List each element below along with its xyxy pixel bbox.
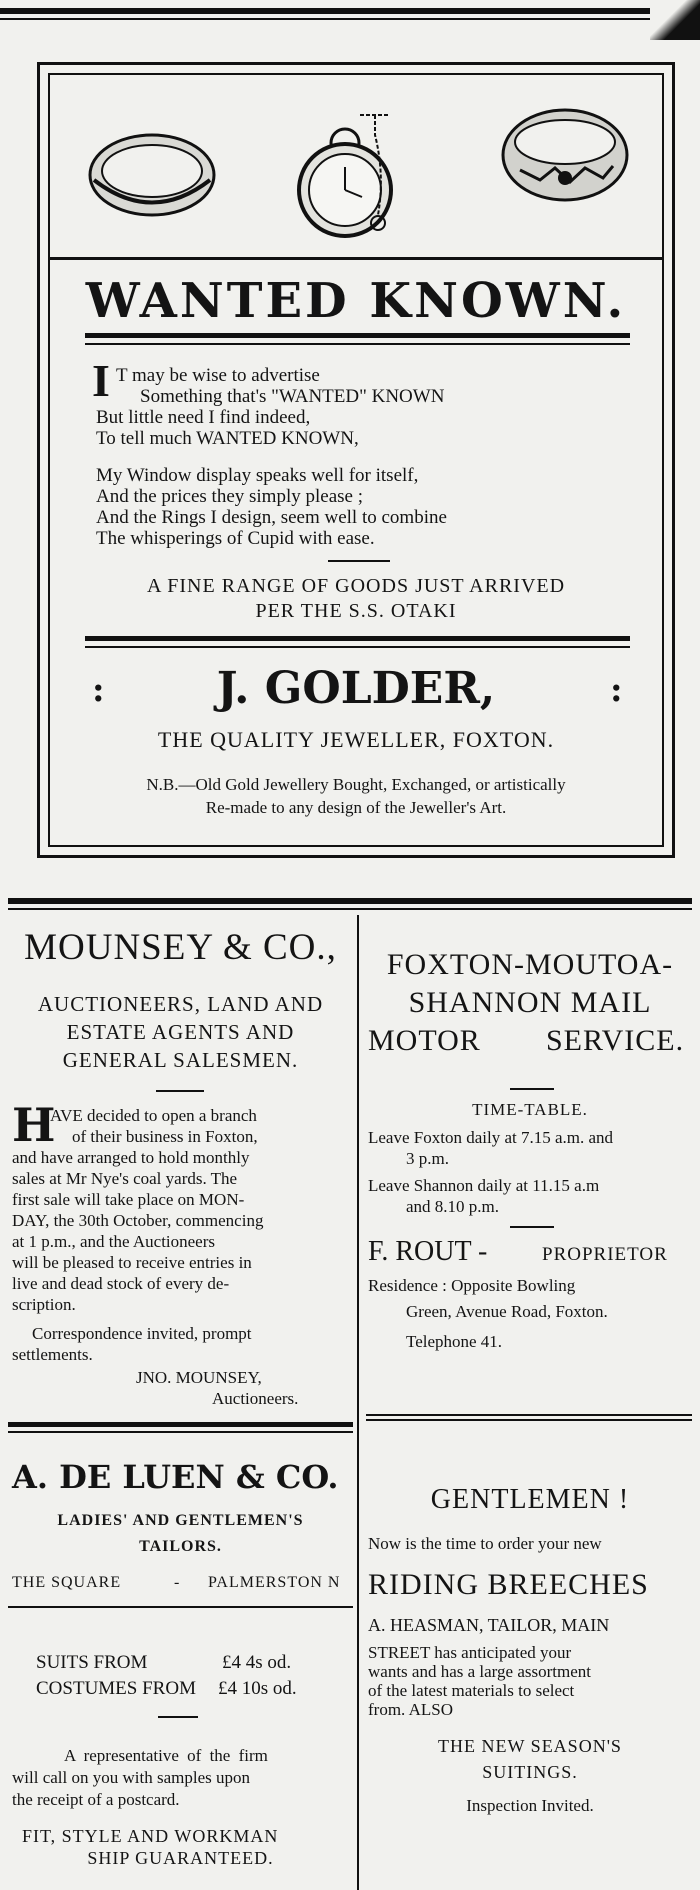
right-column-rule-thin — [366, 1419, 692, 1421]
de-luen-advertisement — [8, 1440, 353, 1890]
de-luen-address-dash: - — [174, 1574, 180, 1591]
mounsey-correspondence-2: settlements. — [12, 1345, 93, 1364]
de-luen-rep-1: A representative of the firm — [64, 1746, 268, 1765]
foxton-timetable: TIME-TABLE. — [472, 1100, 588, 1119]
mounsey-sub-2: ESTATE AGENTS AND — [66, 1020, 295, 1044]
de-luen-suits-label: SUITS FROM — [36, 1652, 148, 1673]
note-line-2: Re-made to any design of the Jeweller's Art. — [205, 798, 507, 817]
poem-line-5: My Window display speaks well for itself, — [96, 465, 419, 486]
foxton-title-3b: SERVICE. — [546, 1024, 685, 1057]
de-luen-costumes-price: £4 10s od. — [218, 1678, 297, 1699]
mounsey-para-line-4: sales at Mr Nye's coal yards. The — [12, 1169, 238, 1188]
left-column-rule-thick — [8, 1422, 353, 1427]
heasman-line-4: wants and has a large assortment — [368, 1662, 591, 1681]
note-line-1: N.B.—Old Gold Jewellery Bought, Exchanged, or artistically — [146, 775, 566, 794]
mounsey-para-line-8: will be pleased to receive entries in — [12, 1253, 252, 1272]
jeweller-name: J. GOLDER, — [216, 663, 496, 714]
column-divider — [357, 915, 359, 1890]
mounsey-correspondence-1: Correspondence invited, prompt — [32, 1324, 252, 1343]
mounsey-sub-1: AUCTIONEERS, LAND AND — [37, 992, 324, 1016]
top-border-rule-thin — [0, 18, 700, 20]
de-luen-costumes-label: COSTUMES FROM — [36, 1678, 196, 1699]
poem-line-7: And the Rings I design, seem well to combine — [96, 507, 447, 528]
mounsey-divider — [156, 1090, 204, 1092]
heasman-line-3: STREET has anticipated your — [368, 1643, 572, 1662]
foxton-mail-advertisement — [362, 920, 700, 1405]
mounsey-advertisement — [8, 920, 353, 1408]
foxton-proprietor-title: PROPRIETOR — [542, 1244, 668, 1265]
heasman-line-1: Now is the time to order your new — [368, 1534, 602, 1553]
ring-icon — [495, 100, 635, 210]
foxton-leave-2b: and 8.10 p.m. — [406, 1197, 500, 1216]
illustration-divider — [48, 257, 664, 260]
heasman-line-8: SUITINGS. — [482, 1762, 578, 1782]
mounsey-drop-cap: H — [12, 1098, 56, 1152]
heasman-title: GENTLEMEN ! — [430, 1484, 630, 1515]
mounsey-para-line-2: of their business in Foxton, — [72, 1127, 258, 1146]
mounsey-para-line-6: DAY, the 30th October, commencing — [12, 1211, 264, 1230]
mounsey-para-line-1: AVE decided to open a branch — [50, 1106, 257, 1125]
jeweller-advertisement — [37, 62, 675, 858]
heasman-line-9: Inspection Invited. — [466, 1796, 594, 1815]
de-luen-rep-2: will call on you with samples upon — [12, 1768, 250, 1787]
de-luen-sub-1: LADIES' AND GENTLEMEN'S — [57, 1512, 304, 1529]
top-border-rule — [0, 8, 700, 14]
de-luen-title: A. DE LUEN & CO. — [12, 1458, 339, 1496]
foxton-divider-1 — [510, 1088, 554, 1090]
goods-line-2: PER THE S.S. OTAKI — [255, 600, 457, 622]
headline-underline-thick — [85, 333, 630, 338]
foxton-residence-1: Residence : Opposite Bowling — [368, 1276, 576, 1295]
de-luen-suits-price: £4 4s od. — [222, 1652, 292, 1673]
heasman-line-6: from. ALSO — [368, 1700, 453, 1719]
foxton-title-2: SHANNON MAIL — [408, 986, 652, 1019]
heasman-line-7: THE NEW SEASON'S — [438, 1736, 622, 1756]
goods-underline-thick — [85, 636, 630, 641]
pocket-watch-icon — [290, 105, 420, 245]
mounsey-signature-1: JNO. MOUNSEY, — [136, 1368, 262, 1387]
foxton-residence-2: Green, Avenue Road, Foxton. — [406, 1302, 608, 1321]
mounsey-para-line-9: live and dead stock of every de- — [12, 1274, 230, 1293]
mounsey-para-line-5: first sale will take place on MON- — [12, 1190, 245, 1209]
mounsey-signature-2: Auctioneers. — [212, 1389, 299, 1408]
wanted-known-headline: WANTED KNOWN. — [85, 273, 627, 329]
foxton-title-3a: MOTOR — [368, 1024, 481, 1057]
poem-drop-cap: I — [92, 355, 110, 406]
foxton-leave-2a: Leave Shannon daily at 11.15 a.m — [368, 1176, 600, 1195]
heasman-line-5: of the latest materials to select — [368, 1681, 575, 1700]
de-luen-divider — [158, 1716, 198, 1718]
section-rule-thin — [8, 908, 692, 910]
de-luen-address-right: PALMERSTON N — [208, 1574, 341, 1591]
jeweller-subtitle: THE QUALITY JEWELLER, FOXTON. — [157, 727, 555, 752]
foxton-leave-1b: 3 p.m. — [406, 1149, 449, 1168]
heasman-line-2: A. HEASMAN, TAILOR, MAIN — [368, 1615, 610, 1635]
foxton-proprietor-name: F. ROUT - — [368, 1236, 488, 1267]
heasman-advertisement — [362, 1440, 700, 1890]
de-luen-rep-3: the receipt of a postcard. — [12, 1790, 180, 1809]
poem-divider — [328, 560, 390, 562]
poem-line-2: Something that's "WANTED" KNOWN — [140, 386, 445, 407]
de-luen-address-left: THE SQUARE — [12, 1574, 122, 1591]
foxton-title-1: FOXTON-MOUTOA- — [386, 948, 674, 981]
foxton-divider-2 — [510, 1226, 554, 1228]
de-luen-address-rule — [8, 1606, 353, 1608]
name-colon-right: : — [610, 670, 623, 710]
mounsey-para-line-7: at 1 p.m., and the Auctioneers — [12, 1232, 216, 1251]
goods-underline-thin — [85, 646, 630, 648]
page-corner-shadow — [650, 0, 700, 40]
poem-line-8: The whisperings of Cupid with ease. — [96, 528, 375, 549]
right-column-rule-thick — [366, 1414, 692, 1416]
mounsey-para-line-3: and have arranged to hold monthly — [12, 1148, 250, 1167]
de-luen-fit-1: FIT, STYLE AND WORKMAN — [22, 1826, 279, 1846]
foxton-telephone: Telephone 41. — [406, 1332, 503, 1351]
poem-line-4: To tell much WANTED KNOWN, — [96, 428, 359, 449]
poem-line-3: But little need I find indeed, — [96, 407, 311, 428]
mounsey-sub-3: GENERAL SALESMEN. — [62, 1048, 299, 1072]
de-luen-sub-2: TAILORS. — [139, 1538, 222, 1555]
heasman-riding-breeches: RIDING BREECHES — [368, 1568, 649, 1601]
left-column-rule-thin — [8, 1431, 353, 1433]
mounsey-para-line-10: scription. — [12, 1295, 76, 1314]
de-luen-fit-2: SHIP GUARANTEED. — [87, 1848, 274, 1868]
goods-line-1: A FINE RANGE OF GOODS JUST ARRIVED — [146, 575, 566, 597]
mounsey-title: MOUNSEY & CO., — [24, 927, 337, 968]
bangle-icon — [82, 125, 222, 225]
poem-line-1: T may be wise to advertise — [116, 365, 320, 386]
name-colon-left: : — [92, 670, 105, 710]
poem-line-6: And the prices they simply please ; — [96, 486, 363, 507]
section-rule-thick — [8, 898, 692, 904]
headline-underline-thin — [85, 343, 630, 345]
foxton-leave-1a: Leave Foxton daily at 7.15 a.m. and — [368, 1128, 614, 1147]
